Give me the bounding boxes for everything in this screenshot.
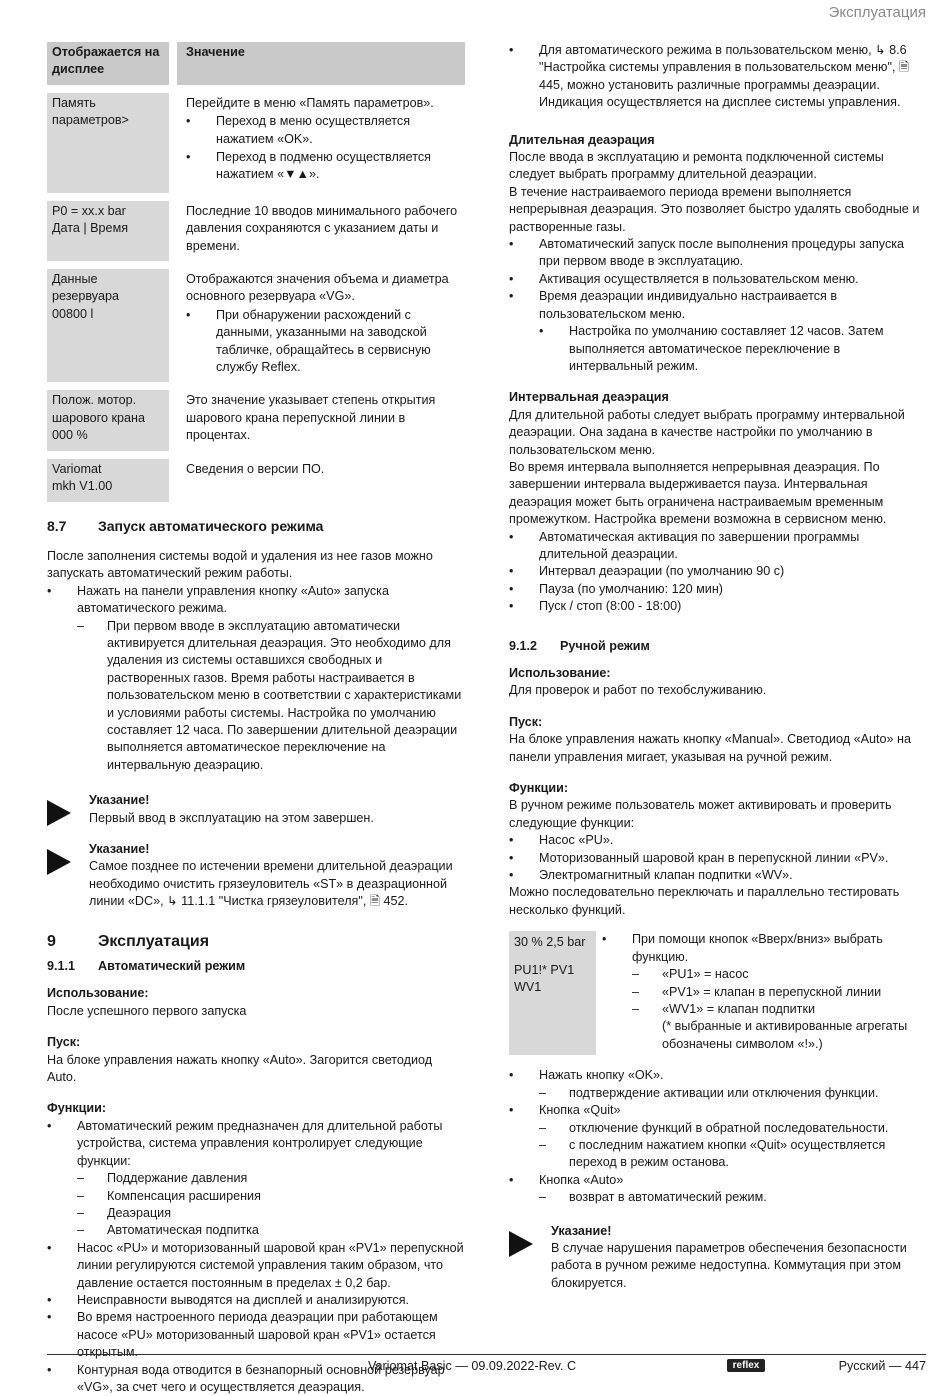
lcd-line: PU1!* PV1 WV1	[514, 962, 575, 995]
section-title: Запуск автоматического режима	[98, 517, 324, 534]
page-header-title: Эксплуатация	[828, 4, 926, 21]
table-cell-value: Перейдите в меню «Память параметров».	[186, 95, 434, 110]
table-cell-display: mkh V1.00	[52, 479, 113, 494]
list-item: • Нажать на панели управления кнопку «Auto» запуска автоматического режима.	[47, 583, 465, 618]
list-item: • Кнопка «Quit»	[509, 1102, 927, 1119]
table-cell-display: 00800 l	[52, 306, 94, 321]
list-item: • Автоматическая активация по завершении программы длительной деаэрации.	[509, 529, 927, 564]
section-number: 9	[47, 932, 56, 950]
list-item: • При помощи кнопок «Вверх/вниз» выбрать функцию.	[602, 931, 927, 966]
table-row	[47, 201, 465, 261]
section-heading-8-7	[47, 518, 465, 535]
table-cell-display: Память	[52, 95, 96, 110]
display-example	[509, 931, 927, 1055]
label-start: Пуск:	[509, 714, 543, 729]
table-cell-value: Отображаются значения объема и диаметра основного резервуара «VG».	[186, 272, 449, 304]
list-item: • Во время настроенного периода деаэрации при работающем насосе «PU» моторизованный шаровой кран «PV1» остается открытым.	[47, 1309, 465, 1361]
note-text: Самое позднее по истечении времени длительной деаэрации необходимо очистить грязеуловитель «ST» в деазрационной линии «DC», ↳ 11.1.1 "Чистка грязеуловителя", 🗎 452.	[89, 859, 453, 909]
label-usage: Использование:	[509, 666, 611, 680]
footer-divider	[47, 1354, 926, 1355]
list-subitem: – «WV1» = клапан подпитки	[602, 1001, 927, 1018]
note-block	[509, 1223, 927, 1293]
paragraph: После заполнения системы водой и удаления из нее газов можно запускать автоматический режим работы.	[47, 548, 433, 581]
table-cell-display: параметров>	[52, 113, 129, 128]
list-subitem: – Автоматическая подпитка	[47, 1222, 465, 1239]
section-title: Ручной режим	[560, 638, 650, 653]
note-arrow-icon	[47, 849, 71, 875]
list-item: • Пауза (по умолчанию: 120 мин)	[509, 581, 927, 598]
table-cell-value: Сведения о версии ПО.	[186, 461, 325, 476]
section-heading-9-1-1	[47, 958, 465, 975]
section-number: 9.1.2	[509, 638, 538, 653]
paragraph: На блоке управления нажать кнопку «Manual». Светодиод «Auto» на панели управления мигает, указывая на ручной режим.	[509, 732, 911, 764]
list-subitem: – «PV1» = клапан в перепускной линии	[602, 984, 927, 1001]
table-cell-display: Данные	[52, 272, 98, 287]
note-title: Указание!	[89, 793, 150, 808]
lcd-line: 30 % 2,5 bar	[514, 935, 586, 950]
label-functions: Функции:	[509, 781, 569, 796]
list-item: • Пуск / стоп (8:00 - 18:00)	[509, 598, 927, 615]
reflex-logo: reflex	[727, 1359, 765, 1372]
paragraph: После успешного первого запуска	[47, 1003, 247, 1018]
table-header-display: Отображается на дисплее	[47, 42, 169, 85]
table-cell-value: Это значение указывает степень открытия шарового крана перепускной линии в процентах.	[186, 393, 436, 443]
table-row	[47, 390, 465, 450]
list-subitem: – Деаэрация	[47, 1205, 465, 1222]
list-item: • Насос «PU» и моторизованный шаровой кран «PV1» перепускной линии регулируются системой управления таким образом, что давление остается постоянным в пределах ± 0,2 бар.	[47, 1240, 465, 1292]
section-number: 9.1.1	[47, 959, 76, 974]
list-item: • Нажать кнопку «OK».	[509, 1067, 927, 1084]
section-heading-9-1-2	[509, 638, 927, 655]
table-header-value: Значение	[177, 42, 465, 85]
list-subitem: – Компенсация расширения	[47, 1188, 465, 1205]
list-subitem: – подтверждение активации или отключения функции.	[509, 1085, 927, 1102]
label-usage: Использование:	[47, 986, 149, 1001]
subheading-interval-deaeration: Интервальная деаэрация	[509, 390, 669, 405]
lcd-display	[509, 931, 596, 1055]
list-item: • Автоматический режим предназначен для длительной работы устройства, система управления контролирует следующие функции:	[47, 1118, 465, 1170]
table-cell-display: Дата | Время	[52, 221, 129, 236]
list-item: • Моторизованный шаровой кран в перепускной линии «PV».	[509, 850, 927, 867]
list-item: • Насос «PU».	[509, 832, 927, 849]
list-item: • Автоматический запуск после выполнения процедуры запуска при первом вводе в эксплуатацию.	[509, 236, 927, 271]
list-subitem: – Поддержание давления	[47, 1170, 465, 1187]
note-arrow-icon	[509, 1231, 533, 1257]
paragraph: На блоке управления нажать кнопку «Auto». Загорится светодиод Auto.	[47, 1052, 433, 1085]
table-cell-display: резервуара	[52, 289, 119, 304]
table-row	[47, 459, 465, 502]
table-bullet: • Переход в меню осуществляется нажатием «OK».	[186, 113, 465, 148]
paragraph: Можно последовательно переключать и параллельно тестировать несколько функций.	[509, 885, 900, 917]
paragraph: В течение настраиваемого периода времени выполняется непрерывная деаэрация. Это позволяет быстро удалять свободные и растворенные газы.	[509, 184, 920, 234]
list-subitem: – возврат в автоматический режим.	[509, 1189, 927, 1206]
section-number: 8.7	[47, 517, 67, 534]
list-subitem: – При первом вводе в эксплуатацию автоматически активируется длительная деаэрация. Это необходимо для удаления из системы оставшихся свободных и растворенных газов. Время работы настраивается в пользовательском меню в соответствии с характеристиками и условиями работы системы. Настройка по умолчанию составляет 12 часа. По завершении длительной деаэрации выполняется автоматическое переключение на интервальную деаэрацию.	[47, 618, 465, 775]
list-item: • Для автоматического режима в пользовательском меню, ↳ 8.6 "Настройка системы управления в пользовательском меню", 🗎 445, можно установить различные программы деаэрации. Индикация осуществляется на дисплее системы управления.	[509, 42, 927, 112]
paragraph: После ввода в эксплуатацию и ремонта подключенной системы следует выбрать программу длительной деаэрации.	[509, 150, 884, 182]
paragraph: Во время интервала выполняется непрерывная деаэрация. По завершении интервала выдерживается пауза. Интервальная деаэрация может быть ограничена настраиваемым временным промежутком. Настройка времени возможна в сервисном меню.	[509, 459, 887, 527]
note-arrow-icon	[47, 800, 71, 826]
label-start: Пуск:	[47, 1035, 81, 1050]
table-cell-display: Variomat	[52, 461, 102, 476]
note-title: Указание!	[551, 1223, 612, 1238]
note-text: В случае нарушения параметров обеспечения безопасности работа в ручном режиме недоступна. Коммутация при этом блокируется.	[551, 1240, 907, 1290]
display-table	[47, 42, 465, 502]
table-bullet: • Переход в подменю осуществляется нажатием «▼▲».	[186, 149, 465, 184]
lcd-note: (* выбранные и активированные агрегаты обозначены символом «!».)	[662, 1019, 908, 1051]
list-subitem: • Настройка по умолчанию составляет 12 часов. Затем выполняется автоматическое переключение в интервальный режим.	[509, 323, 927, 375]
note-block	[47, 841, 465, 911]
list-subitem: – с последним нажатием кнопки «Quit» осуществляется переход в режим останова.	[509, 1137, 927, 1172]
list-item: • Кнопка «Auto»	[509, 1172, 927, 1189]
table-bullet: • При обнаружении расхождений с данными, указанными на заводской табличке, обращайтесь в сервисную службу Reflex.	[186, 307, 465, 377]
table-cell-display: шарового крана	[52, 410, 145, 425]
section-heading-9	[47, 933, 465, 950]
paragraph: В ручном режиме пользователь может активировать и проверить следующие функции:	[509, 798, 892, 830]
right-column	[509, 42, 927, 1292]
table-row	[47, 269, 465, 382]
list-item: • Контурная вода отводится в безнапорный основной резервуар «VG», за счет чего и осуществляется деаэрация.	[47, 1362, 465, 1396]
footer-document-info: Variomat Basic — 09.09.2022-Rev. C	[368, 1359, 577, 1373]
table-cell-display: Полож. мотор.	[52, 393, 137, 408]
table-cell-display: 000 %	[52, 428, 88, 443]
table-row	[47, 93, 465, 193]
paragraph: Для длительной работы следует выбрать программу интервальной деаэрации. Она задана в качестве настройки по умолчанию в пользовательском меню.	[509, 407, 905, 457]
note-block	[47, 792, 465, 827]
list-item: • Электромагнитный клапан подпитки «WV».	[509, 867, 927, 884]
table-cell-value: Последние 10 вводов минимального рабочего давления сохраняются с указанием даты и времени.	[186, 203, 458, 253]
subheading-long-deaeration: Длительная деаэрация	[509, 132, 655, 147]
list-item: • Время деаэрации индивидуально настраивается в пользовательском меню.	[509, 288, 927, 323]
list-subitem: – «PU1» = насос	[602, 966, 927, 983]
list-subitem: – отключение функций в обратной последовательности.	[509, 1120, 927, 1137]
note-title: Указание!	[89, 842, 150, 856]
section-title: Эксплуатация	[98, 932, 210, 950]
list-item: • Неисправности выводятся на дисплей и анализируются.	[47, 1292, 465, 1309]
list-item: • Активация осуществляется в пользовательском меню.	[509, 271, 927, 288]
table-cell-display: P0 = xx.x bar	[52, 203, 126, 218]
footer-page-number: Русский — 447	[838, 1359, 926, 1373]
paragraph: Для проверок и работ по техобслуживанию.	[509, 683, 767, 698]
note-text: Первый ввод в эксплуатацию на этом завершен.	[89, 810, 374, 825]
label-functions: Функции:	[47, 1101, 107, 1116]
section-title: Автоматический режим	[98, 959, 246, 974]
left-column	[47, 42, 465, 1396]
list-item: • Интервал деаэрации (по умолчанию 90 с)	[509, 563, 927, 580]
